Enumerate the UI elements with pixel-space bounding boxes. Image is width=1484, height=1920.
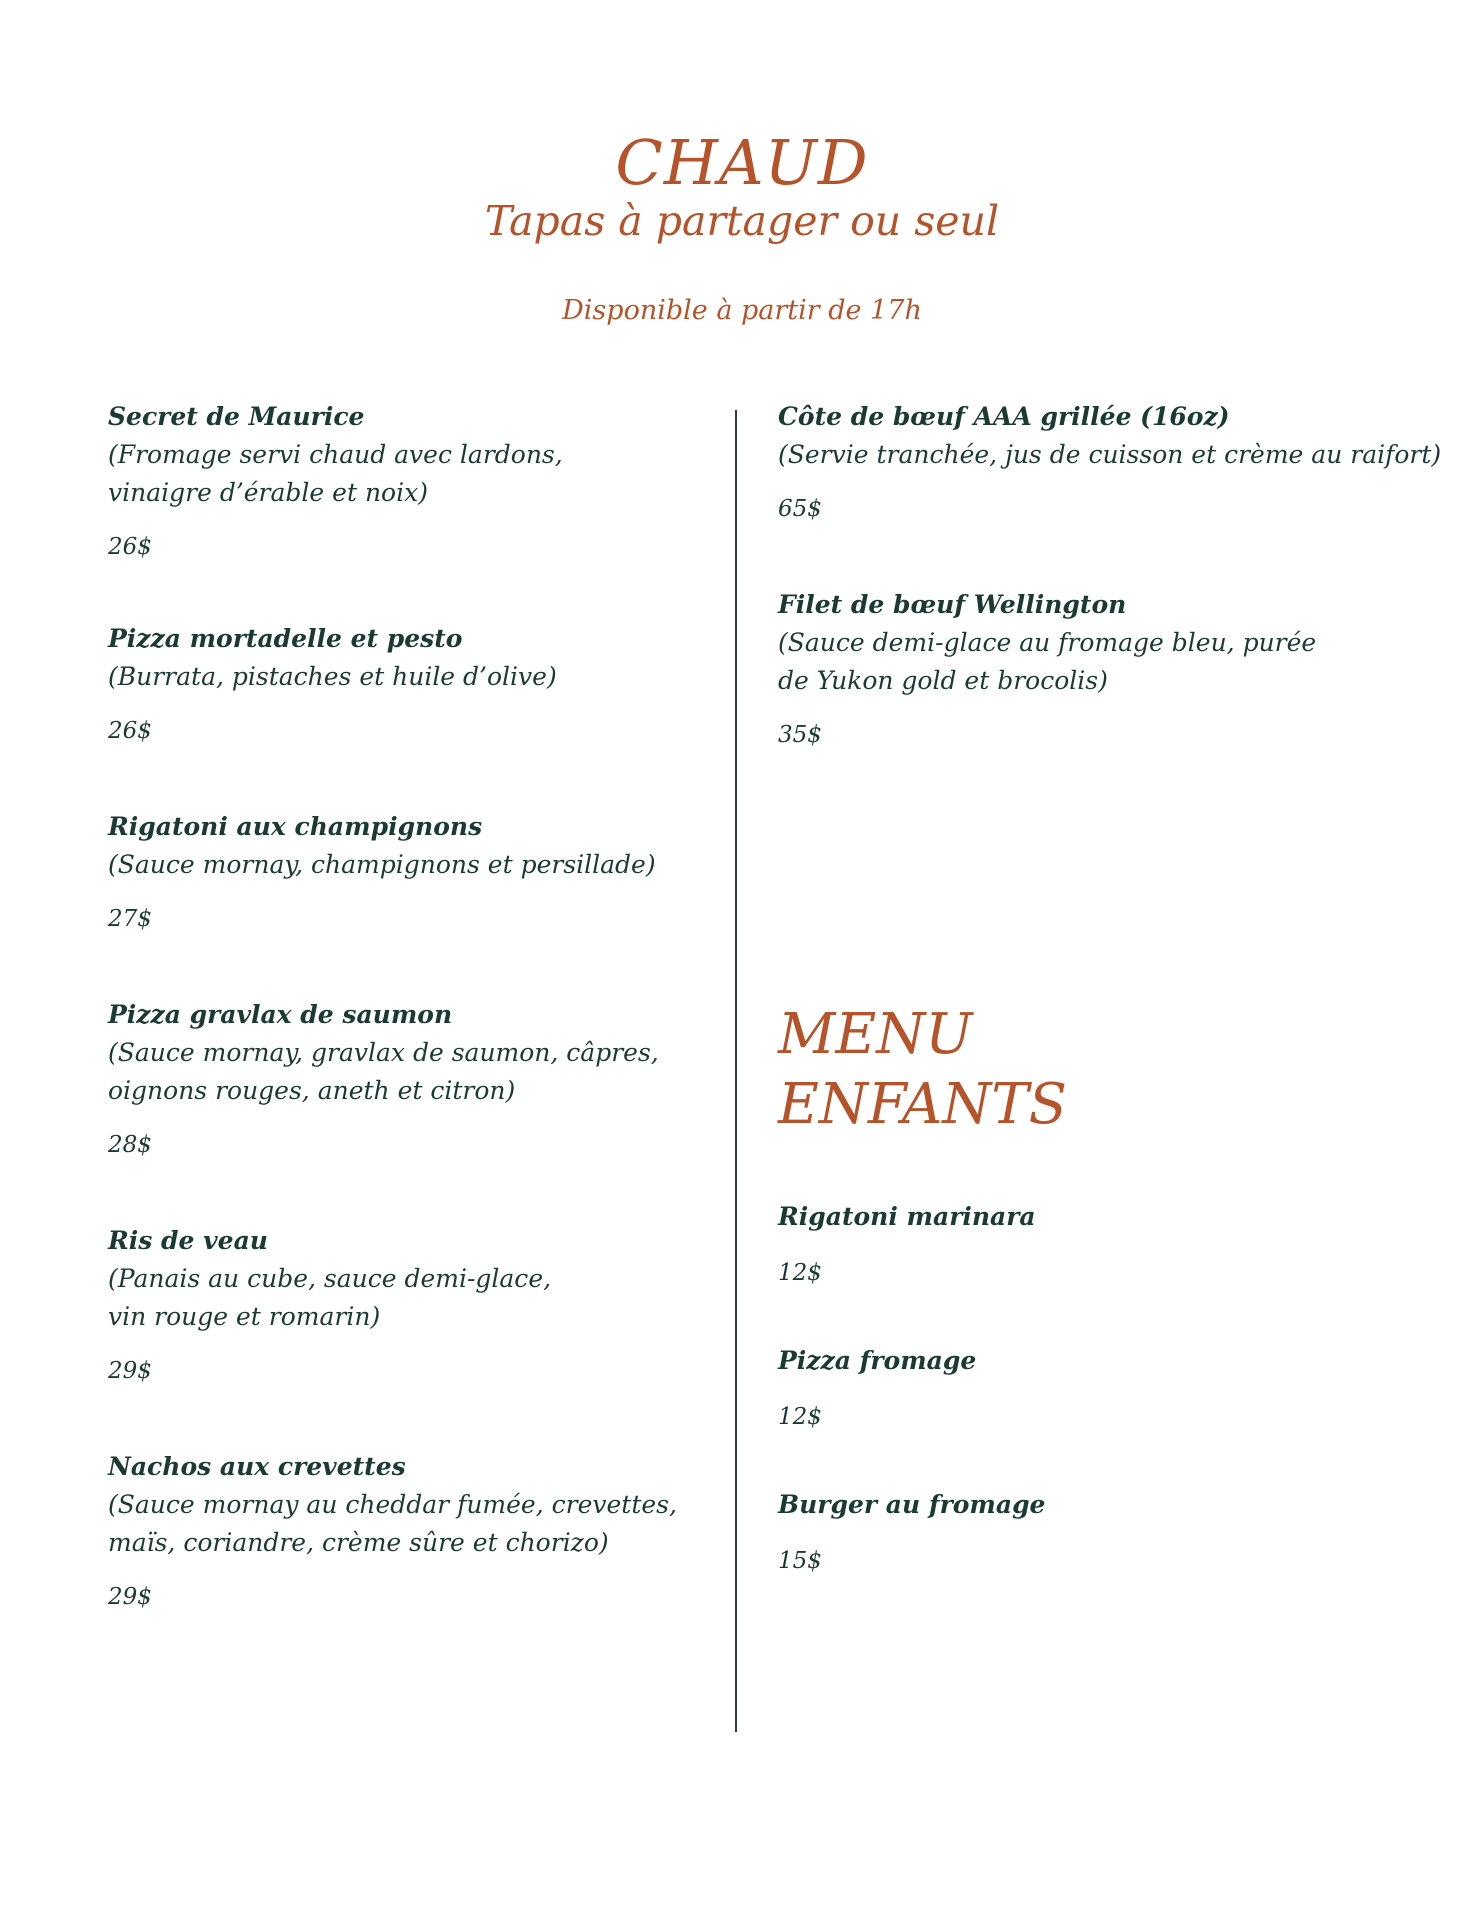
item-price: 27$ (108, 906, 152, 932)
kids-menu-section (778, 1000, 1458, 1576)
item-name: Secret de Maurice (108, 402, 365, 431)
item-name: Rigatoni marinara (778, 1202, 1036, 1231)
item-description: (Servie tranchée, jus de cuisson et crème au raifort) (778, 440, 1442, 469)
page-title: CHAUD (615, 126, 869, 199)
item-name: Rigatoni aux champignons (108, 812, 483, 841)
item-price: 15$ (778, 1548, 822, 1574)
right-column (778, 398, 1458, 1630)
kids-menu-title: MENU ENFANTS (778, 1002, 1068, 1137)
item-name: Pizza gravlax de saumon (108, 1000, 453, 1029)
menu-item (108, 808, 718, 934)
item-price: 12$ (778, 1260, 822, 1286)
item-price: 29$ (108, 1584, 152, 1610)
item-description: (Sauce mornay, champignons et persillade) (108, 850, 656, 879)
item-description: (Sauce demi-glace au fromage bleu, purée de Yukon gold et brocolis) (778, 628, 1317, 695)
column-divider (735, 410, 737, 1732)
availability-note: Disponible à partir de 17h (562, 295, 922, 326)
menu-item (108, 398, 718, 562)
menu-item (108, 620, 718, 746)
item-description: (Burrata, pistaches et huile d’olive) (108, 662, 557, 691)
item-name: Burger au fromage (778, 1490, 1046, 1519)
menu-item (778, 398, 1458, 524)
menu-item (108, 1448, 718, 1612)
item-price: 29$ (108, 1358, 152, 1384)
item-price: 28$ (108, 1132, 152, 1158)
kids-menu-item (778, 1198, 1458, 1288)
item-description: (Fromage servi chaud avec lardons, vinaigre d’érable et noix) (108, 440, 563, 507)
item-name: Pizza mortadelle et pesto (108, 624, 463, 653)
menu-item (108, 1222, 718, 1386)
item-description: (Sauce mornay au cheddar fumée, crevettes, maïs, coriandre, crème sûre et chorizo) (108, 1490, 677, 1557)
page-subtitle: Tapas à partager ou seul (484, 197, 1000, 245)
item-price: 26$ (108, 718, 152, 744)
item-price: 65$ (778, 496, 822, 522)
menu-header (0, 128, 1484, 328)
item-name: Nachos aux crevettes (108, 1452, 406, 1481)
item-price: 35$ (778, 722, 822, 748)
kids-menu-item (778, 1342, 1458, 1432)
menu-item (108, 996, 718, 1160)
item-name: Pizza fromage (778, 1346, 977, 1375)
kids-menu-item (778, 1486, 1458, 1576)
item-price: 12$ (778, 1404, 822, 1430)
menu-item (778, 586, 1458, 750)
item-name: Côte de bœuf AAA grillée (16oz) (778, 402, 1230, 431)
item-price: 26$ (108, 534, 152, 560)
item-description: (Panais au cube, sauce demi-glace, vin rouge et romarin) (108, 1264, 552, 1331)
item-description: (Sauce mornay, gravlax de saumon, câpres, oignons rouges, aneth et citron) (108, 1038, 659, 1105)
item-name: Ris de veau (108, 1226, 268, 1255)
item-name: Filet de bœuf Wellington (778, 590, 1127, 619)
left-column (108, 398, 718, 1674)
